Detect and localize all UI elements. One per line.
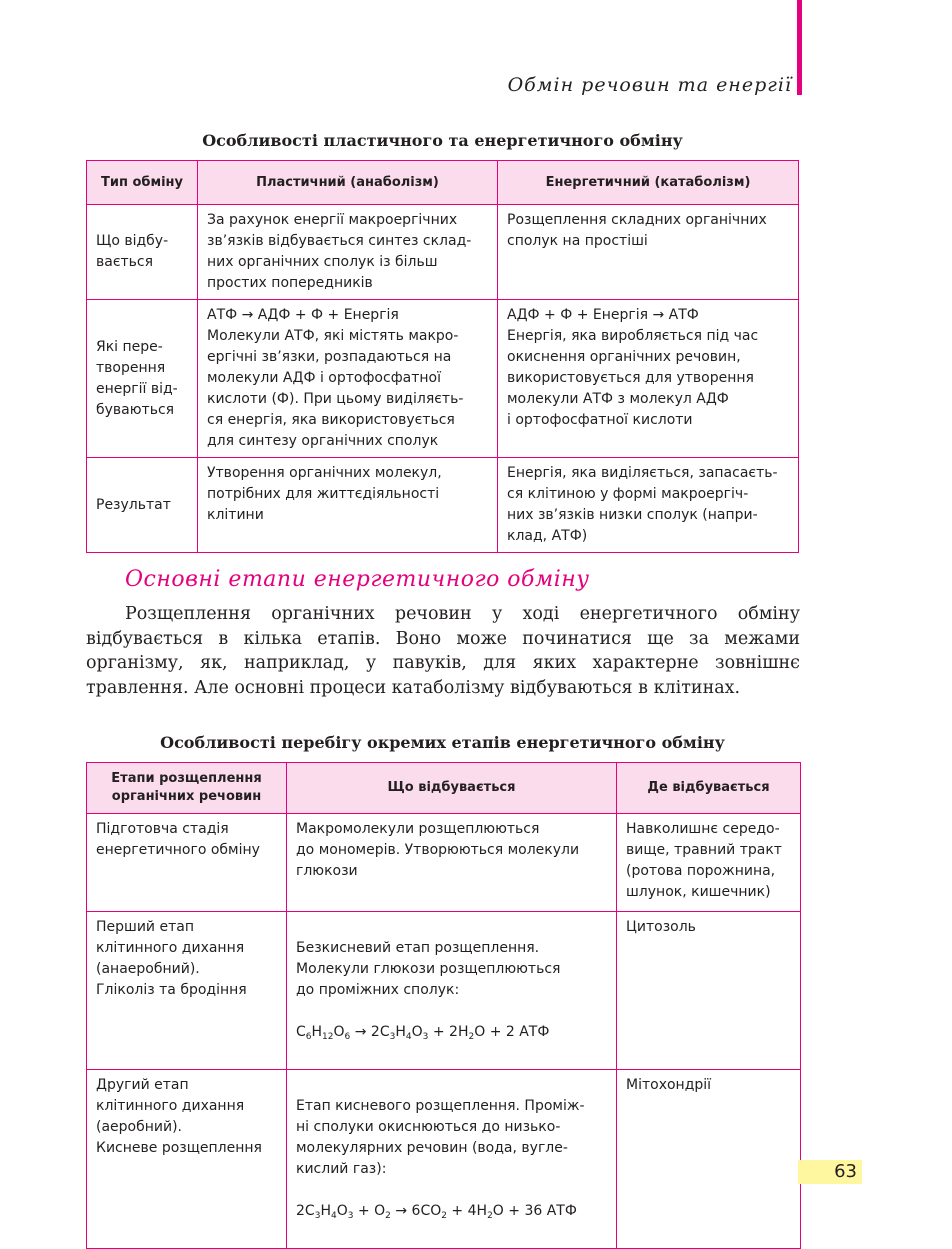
what-text: Етап кисневого розщеплення. Проміж- ні сполуки окиснюються до низько- молекулярних речовин (вода, вугле- кислий газ): bbox=[296, 1098, 585, 1177]
glycolysis-formula: $C_6H_{12}O_6 \to 2C_3H_4O_3 + 2H_2O + 2$ АТФ bbox=[296, 1024, 550, 1042]
where-cell: Мітохондрії bbox=[617, 1070, 801, 1249]
energy-cell: Розщеплення складних органічних сполук на простіші bbox=[498, 205, 799, 300]
energy-cell: АДФ + Ф + Енергія → АТФ Енергія, яка виробляється під час окиснення органічних речовин, використовується для утворення молекули АТФ з молекул АДФ і ортофосфатної кислоти bbox=[498, 300, 799, 458]
what-cell: Макромолекули розщеплюються до мономерів. Утворюються молекули глюкози bbox=[287, 814, 617, 912]
table-row bbox=[87, 814, 801, 912]
plastic-cell: Утворення органічних молекул, потрібних для життєдіяльності клітини bbox=[198, 458, 498, 553]
what-cell bbox=[287, 1070, 617, 1249]
plastic-cell: АТФ → АДФ + Ф + Енергія Молекули АТФ, які містять макро- ергічні зв’язки, розпадаються на молекули АДФ і ортофосфатної кислоти (Ф). При цьому виділяєть- ся енергія, яка використовується для синтезу органічних сполук bbox=[198, 300, 498, 458]
what-cell bbox=[287, 912, 617, 1070]
page-number: 63 bbox=[798, 1160, 862, 1184]
header-cell: Де відбувається bbox=[617, 763, 801, 814]
row-label-cell: Результат bbox=[87, 458, 198, 553]
table-row bbox=[87, 300, 799, 458]
header-cell: Енергетичний (катаболізм) bbox=[498, 161, 799, 205]
stage-cell: Другий етап клітинного дихання (аеробний). Кисневе розщеплення bbox=[87, 1070, 287, 1249]
table-row bbox=[87, 205, 799, 300]
energy-cell: Енергія, яка виділяється, запасаєть- ся клітиною у формі макроергіч- них зв’язків низки сполук (напри- клад, АТФ) bbox=[498, 458, 799, 553]
section-heading: Основні етапи енергетичного обміну bbox=[125, 567, 590, 592]
stage-cell: Підготовча стадія енергетичного обміну bbox=[87, 814, 287, 912]
header-cell: Що відбувається bbox=[287, 763, 617, 814]
running-title: Обмін речовин та енергії bbox=[507, 74, 792, 96]
row-label-cell: Що відбу- вається bbox=[87, 205, 198, 300]
row-label-cell: Які пере- творення енергії від- буваються bbox=[87, 300, 198, 458]
table-header-row bbox=[87, 763, 801, 814]
table-row bbox=[87, 912, 801, 1070]
plastic-cell: За рахунок енергії макроергічних зв’язків відбувається синтез склад- них органічних сполук із більш простих попередників bbox=[198, 205, 498, 300]
table1-title: Особливості пластичного та енергетичного обміну bbox=[202, 131, 683, 150]
header-accent-bar bbox=[797, 0, 802, 95]
table-row bbox=[87, 1070, 801, 1249]
where-cell: Навколишнє середо- вище, травний тракт (ротова порожнина, шлунок, кишечник) bbox=[617, 814, 801, 912]
body-paragraph: Розщеплення органічних речовин у ході енергетичного обміну відбувається в кілька етапів. Воно може починатися ще за межами організму, як, наприклад, у павуків, для яких характерне зовнішнє травлення. Але основні процеси катаболізму відбуваються в клітинах. bbox=[86, 604, 800, 698]
aerobic-formula: $2C_3H_4O_3 + O_2 \to 6CO_2 + 4H_2O + 36$ АТФ bbox=[296, 1203, 577, 1221]
stage-cell: Перший етап клітинного дихання (анаеробний). Гліколіз та бродіння bbox=[87, 912, 287, 1070]
metabolism-comparison-table bbox=[86, 160, 799, 553]
where-cell: Цитозоль bbox=[617, 912, 801, 1070]
table-row bbox=[87, 458, 799, 553]
header-cell: Етапи розщеплення органічних речовин bbox=[87, 763, 287, 814]
energy-stages-table bbox=[86, 762, 801, 1249]
header-cell: Тип обміну bbox=[87, 161, 198, 205]
header-cell: Пластичний (анаболізм) bbox=[198, 161, 498, 205]
table-header-row bbox=[87, 161, 799, 205]
what-text: Безкисневий етап розщеплення. Молекули глюкози розщеплюються до проміжних сполук: bbox=[296, 940, 561, 998]
table2-title: Особливості перебігу окремих етапів енергетичного обміну bbox=[160, 733, 725, 752]
